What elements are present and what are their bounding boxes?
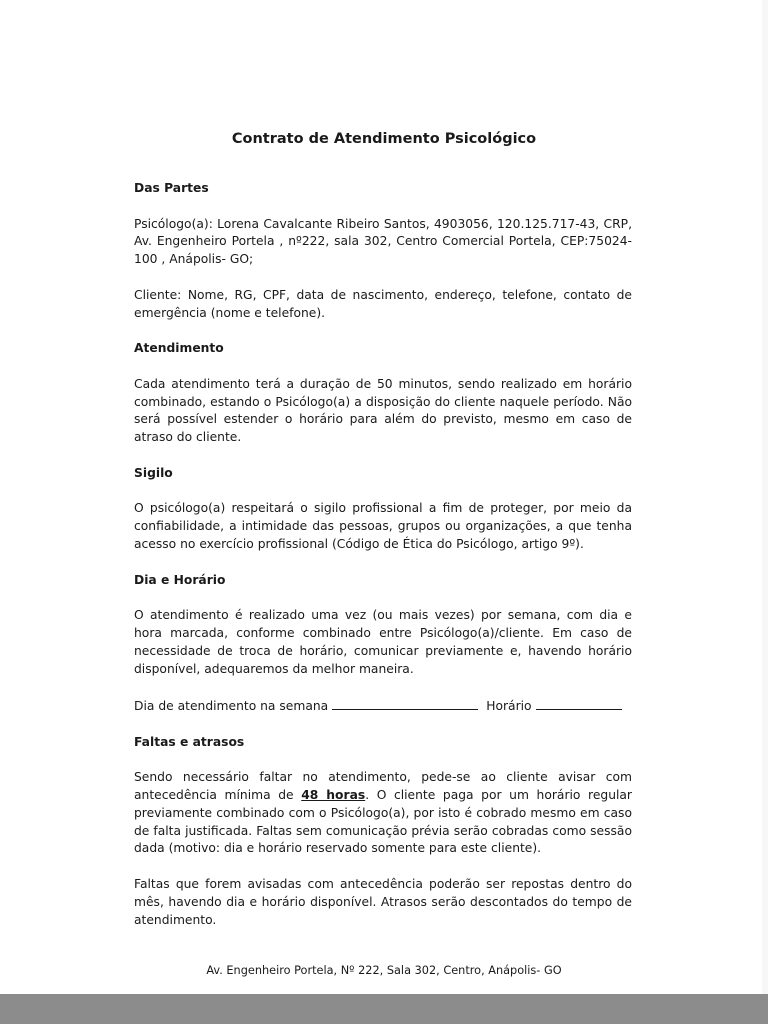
section-heading-atendimento: Atendimento [134,341,224,356]
atendimento-paragraph: Cada atendimento terá a duração de 50 minutos, sendo realizado em horário combinado, estando o Psicólogo(a) a disposição do cliente naquele período. Não será possível estender o horário para além do previsto, mesmo em caso de atraso do cliente. [134,376,632,445]
footer-address: Av. Engenheiro Portela, Nº 222, Sala 302, Centro, Anápolis- GO [206,964,562,977]
document-title: Contrato de Atendimento Psicológico [231,131,537,147]
time-label: Horário [486,699,532,714]
faltas-emphasis: 48 horas [301,788,366,803]
time-blank-field[interactable] [536,696,622,710]
faltas-paragraph [134,769,632,858]
faltas-text-before: Sendo necessário faltar no atendimento, pede-se ao cliente avisar com antecedência mínima de [134,770,632,803]
section-heading-faltas: Faltas e atrasos [134,734,245,749]
sigilo-paragraph: O psicólogo(a) respeitará o sigilo profissional a fim de proteger, por meio da confiabilidade, a intimidade das pessoas, grupos ou organizações, a que tenha acesso no exercício profissional (Código de Ética do Psicólogo, artigo 9º). [134,501,632,551]
document-body [134,180,632,929]
day-blank-field[interactable] [332,696,478,710]
page-edge-shade [762,0,768,994]
section-heading-sigilo: Sigilo [134,465,173,480]
footer-bar [0,994,768,1024]
dia-horario-paragraph: O atendimento é realizado uma vez (ou mais vezes) por semana, com dia e hora marcada, conforme combinado entre Psicólogo(a)/cliente. Em caso de necessidade de troca de horário, comunicar previamente e, havendo horário disponível, adequaremos da melhor maneira. [134,608,632,676]
section-heading-partes: Das Partes [134,181,209,195]
section-heading-dia-horario: Dia e Horário [134,572,226,587]
day-label: Dia de atendimento na semana [134,699,329,714]
faltas-text-after: . O cliente paga por um horário regular previamente combinado com o Psicólogo(a), por isto é cobrado mesmo em caso de falta justificada. Faltas sem comunicação prévia serão cobradas como sessão dada (motivo: dia e horário reservado somente para este cliente). [134,788,632,856]
schedule-line [134,696,632,716]
psicologo-paragraph: Psicólogo(a): Lorena Cavalcante Ribeiro Santos, 4903056, 120.125.717-43, CRP, Av. Engenheiro Portela , nº222, sala 302, Centro Comercial Portela, CEP:75024-100 , Anápolis- GO; [134,216,632,267]
faltas-paragraph-2: Faltas que forem avisadas com antecedência poderão ser repostas dentro do mês, havendo dia e horário disponível. Atrasos serão descontados do tempo de atendimento. [134,877,632,927]
cliente-paragraph: Cliente: Nome, RG, CPF, data de nascimento, endereço, telefone, contato de emergência (nome e telefone). [134,287,632,320]
